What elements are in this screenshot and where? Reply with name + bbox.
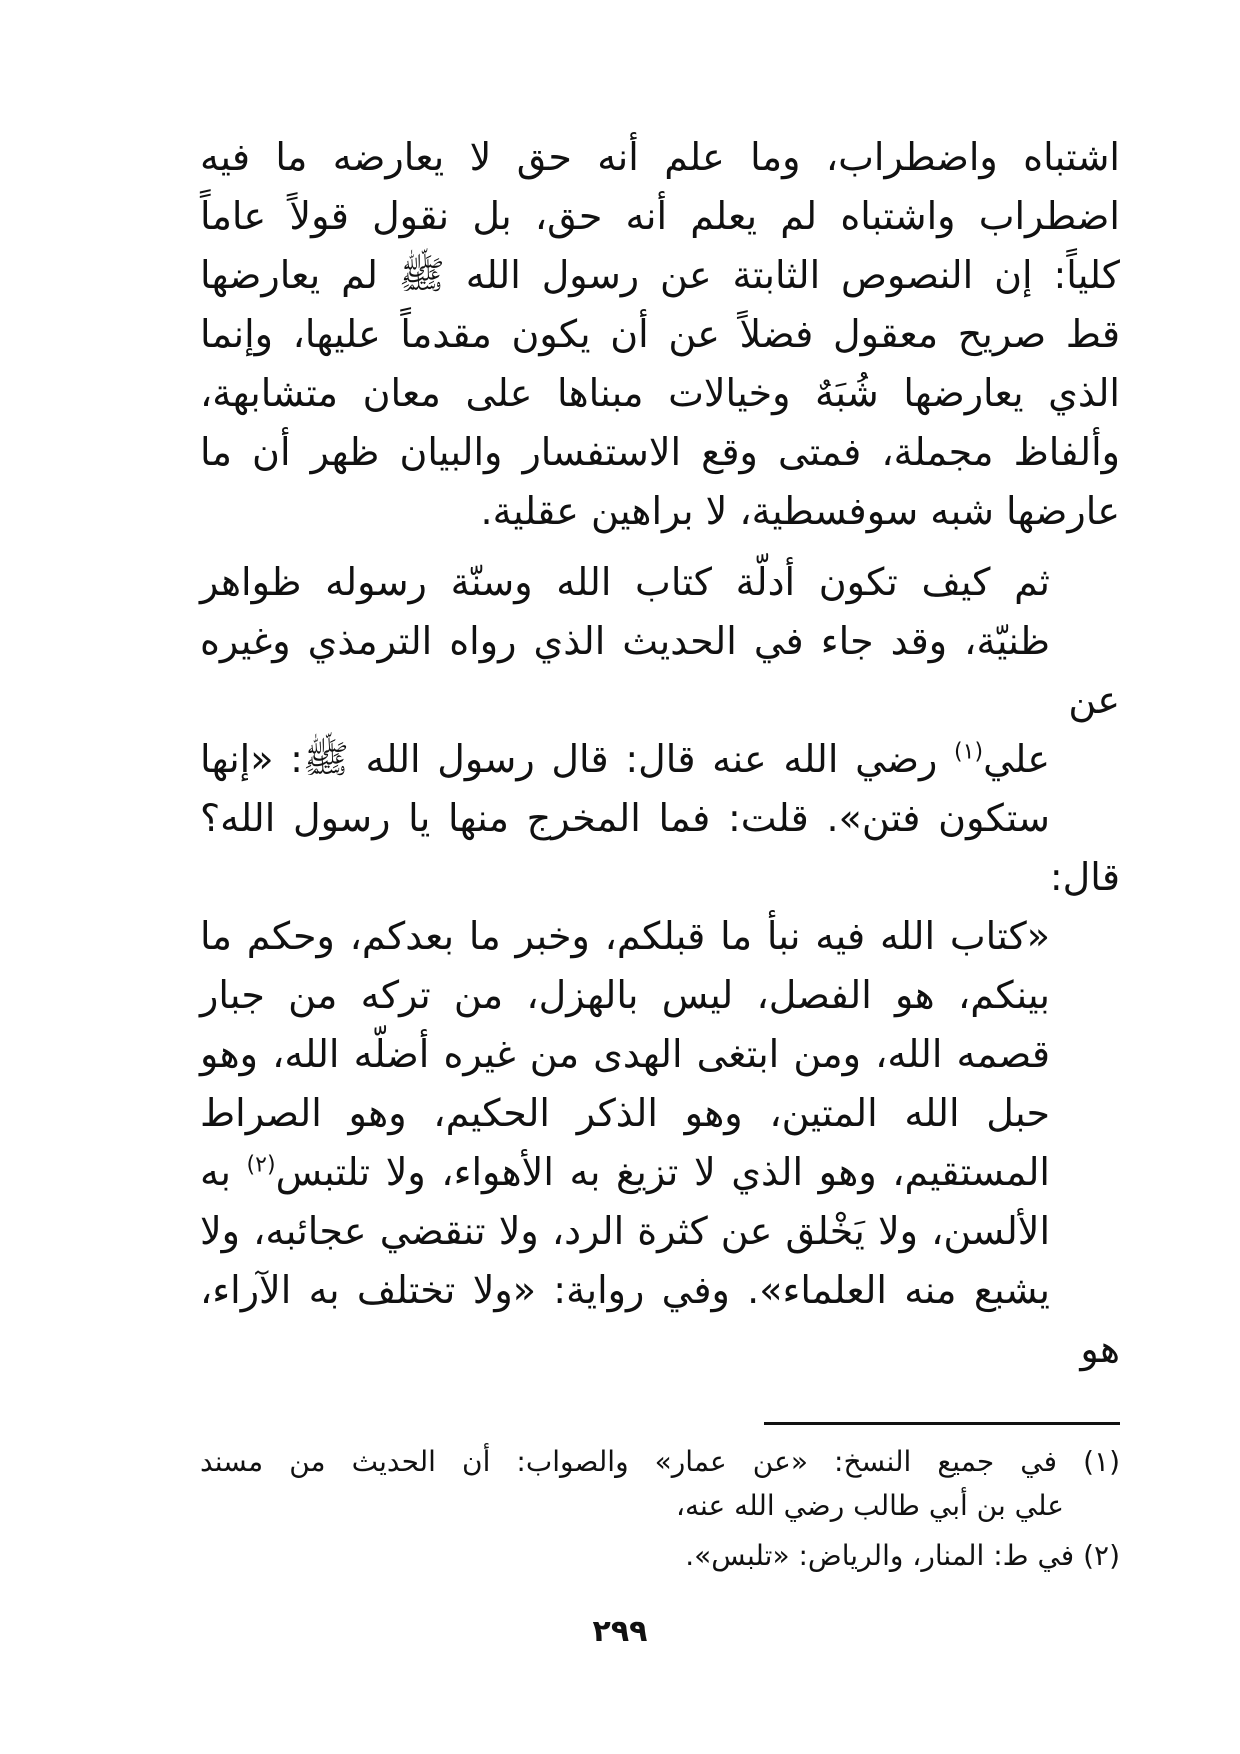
- text-line: يشبع منه العلماء». وفي رواية: «ولا تختلف به الآراء، هو: [200, 1268, 1120, 1371]
- footnote-number: (١): [1083, 1445, 1120, 1478]
- line-text-after-ref: رضي الله عنه قال: قال رسول الله ﷺ: «إنها: [200, 737, 955, 781]
- footnote-reference-1[interactable]: (١): [954, 739, 984, 765]
- paragraph-1: [200, 128, 1120, 541]
- text-line: اضطراب واشتباه لم يعلم أنه حق، بل نقول قولاً عاماً: [200, 194, 1120, 238]
- text-line: ثم كيف تكون أدلّة كتاب الله وسنّة رسوله ظواهر: [200, 560, 1050, 604]
- main-text: [200, 128, 1120, 1379]
- text-line: ستكون فتن». قلت: فما المخرج منها يا رسول الله؟ قال:: [200, 796, 1120, 899]
- text-line: بينكم، هو الفصل، ليس بالهزل، من تركه من جبار: [200, 973, 1050, 1017]
- text-line: الألسن، ولا يَخْلق عن كثرة الرد، ولا تنقضي عجائبه، ولا: [200, 1209, 1050, 1253]
- text-line: الذي يعارضها شُبَهٌ وخيالات مبناها على معان متشابهة،: [200, 371, 1120, 415]
- page-number: ٢٩٩: [592, 1614, 648, 1649]
- footnote-number: (٢): [1083, 1539, 1120, 1572]
- footnote-text: في جميع النسخ: «عن عمار» والصواب: أن الحديث من مسند: [200, 1445, 1057, 1478]
- text-line: حبل الله المتين، وهو الذكر الحكيم، وهو الصراط: [200, 1091, 1050, 1135]
- text-line: ظنيّة، وقد جاء في الحديث الذي رواه الترمذي وغيره عن: [200, 619, 1120, 722]
- line-text-before-ref: علي: [983, 737, 1050, 781]
- footnote-1: [200, 1440, 1120, 1528]
- footnote-line: [200, 1440, 1120, 1484]
- footnote-continuation: علي بن أبي طالب رضي الله عنه،: [675, 1489, 1064, 1522]
- paragraph-2: [200, 553, 1120, 1379]
- text-line: كلياً: إن النصوص الثابتة عن رسول الله ﷺ لم يعارضها: [200, 253, 1120, 297]
- footnotes: [200, 1440, 1120, 1584]
- text-line: عارضها شبه سوفسطية، لا براهين عقلية.: [480, 489, 1120, 533]
- footnote-divider: [764, 1422, 1120, 1425]
- text-line: اشتباه واضطراب، وما علم أنه حق لا يعارضه ما فيه: [200, 135, 1120, 179]
- text-line: قصمه الله، ومن ابتغى الهدى من غيره أضلّه الله، وهو: [200, 1032, 1050, 1076]
- footnote-line: [200, 1534, 1120, 1578]
- line-text-after-ref: به: [200, 1150, 247, 1194]
- text-line: قط صريح معقول فضلاً عن أن يكون مقدماً عليها، وإنما: [200, 312, 1120, 356]
- footnote-reference-2[interactable]: (٢): [246, 1152, 276, 1178]
- text-line: «كتاب الله فيه نبأ ما قبلكم، وخبر ما بعدكم، وحكم ما: [200, 914, 1050, 958]
- text-line-with-footnote-ref: [200, 730, 1120, 789]
- footnote-2: [200, 1534, 1120, 1578]
- text-line-with-footnote-ref: [200, 1143, 1120, 1202]
- line-text-before-ref: المستقيم، وهو الذي لا تزيغ به الأهواء، ولا تلتبس: [275, 1150, 1050, 1194]
- footnote-text: في ط: المنار، والرياض: «تلبس».: [685, 1539, 1075, 1572]
- text-line: وألفاظ مجملة، فمتى وقع الاستفسار والبيان ظهر أن ما: [200, 430, 1120, 474]
